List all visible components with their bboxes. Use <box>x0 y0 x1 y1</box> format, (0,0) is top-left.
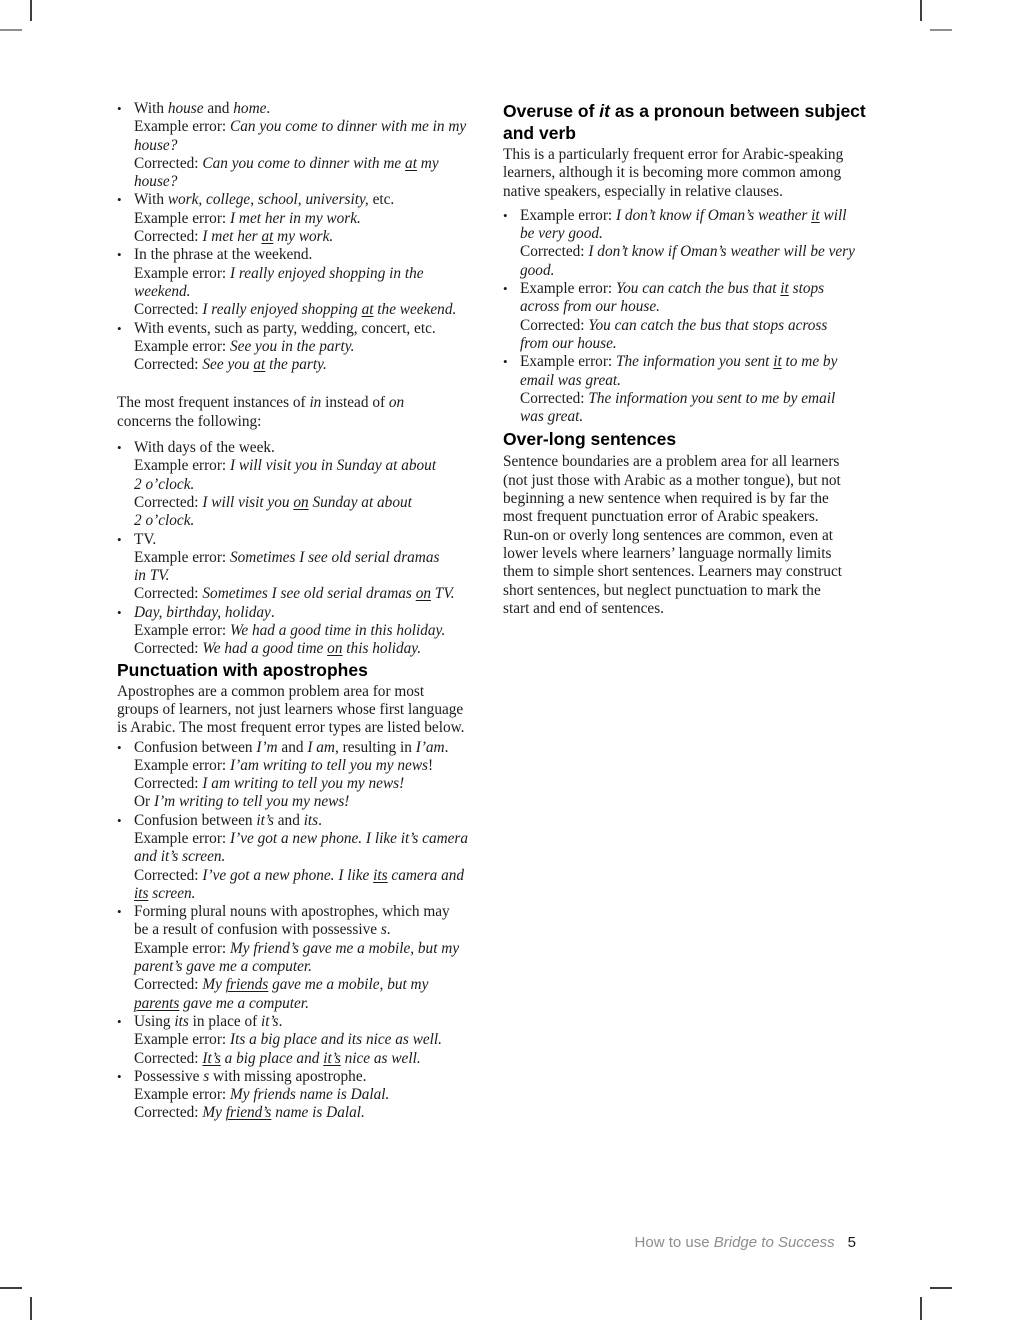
text-line: native speakers, especially in relative clauses. <box>503 182 783 200</box>
text-line: Confusion between it’s and its. <box>134 811 322 829</box>
text-line: Example error: I met her in my work. <box>134 209 361 227</box>
text-line: Example error: I don’t know if Oman’s weather it will <box>520 206 847 224</box>
text-line: parent’s gave me a computer. <box>134 958 313 976</box>
text-line: from our house. <box>520 334 617 352</box>
list-item <box>117 439 475 530</box>
text-line: in TV. <box>134 567 170 585</box>
text-line: With events, such as party, wedding, concert, etc. <box>134 319 436 337</box>
text-line: house? <box>134 136 178 154</box>
crop-mark-top-right-vertical <box>920 0 922 21</box>
text-line: Example error: I’am writing to tell you my news! <box>134 756 434 774</box>
bullet-marker: • <box>503 281 508 297</box>
list-item <box>117 739 475 812</box>
bullet-marker: • <box>117 440 122 456</box>
bullet-marker: • <box>503 207 508 223</box>
page-footer <box>0 1234 856 1252</box>
list-item-text <box>134 1013 442 1068</box>
text-line: Corrected: It’s a big place and it’s nice as well. <box>134 1049 421 1067</box>
text-line: With days of the week. <box>134 439 275 457</box>
text-line: groups of learners, not just learners whose first language <box>117 700 464 718</box>
bullet-marker: • <box>117 604 122 620</box>
text-line: Example error: We had a good time in this holiday. <box>134 622 446 640</box>
list-item <box>117 903 475 1013</box>
text-line: concerns the following: <box>117 412 262 430</box>
section-heading-punctuation: Punctuation with apostrophes <box>117 659 368 680</box>
text-line: Corrected: See you at the party. <box>134 356 327 374</box>
bullet-list-apostrophes <box>117 739 475 1123</box>
list-item-text <box>134 531 455 604</box>
crop-mark-bottom-left-vertical <box>30 1297 32 1320</box>
text-line: Corrected: I really enjoyed shopping at the weekend. <box>134 301 457 319</box>
bullet-marker: • <box>117 1068 122 1084</box>
text-line: Corrected: My friends gave me a mobile, but my <box>134 976 429 994</box>
text-line: was great. <box>520 408 584 426</box>
text-line: lower levels where learners’ language normally limits <box>503 544 832 562</box>
list-item <box>117 1068 475 1123</box>
text-line: Example error: Sometimes I see old serial dramas <box>134 548 440 566</box>
text-line: Confusion between I’m and I am, resulting in I’am. <box>134 738 449 756</box>
text-line: Corrected: You can catch the bus that stops across <box>520 316 828 334</box>
list-item <box>117 531 475 604</box>
text-line: Corrected: I’ve got a new phone. I like its camera and <box>134 866 465 884</box>
footer-book-title: Bridge to Success <box>713 1234 835 1251</box>
text-line: good. <box>520 261 555 279</box>
text-line: This is a particularly frequent error for Arabic-speaking <box>503 146 844 163</box>
page-number: 5 <box>847 1234 856 1251</box>
text-line: Corrected: The information you sent to me by email <box>520 389 836 407</box>
text-line: Example error: I’ve got a new phone. I like it’s camera <box>134 829 469 847</box>
section-heading-overlong: Over-long sentences <box>503 429 677 450</box>
list-item-text <box>134 246 456 319</box>
text-line: (not just those with Arabic as a mother tongue), but not <box>503 471 841 489</box>
text-line: Using its in place of it’s. <box>134 1012 283 1030</box>
text-line: Example error: My friends name is Dalal. <box>134 1086 390 1104</box>
list-item <box>117 191 475 246</box>
bullet-marker: • <box>117 531 122 547</box>
text-line: is Arabic. The most frequent error types are listed below. <box>117 719 465 737</box>
text-line: Run-on or overly long sentences are common, even at <box>503 526 834 544</box>
bullet-list-overuse <box>503 207 861 427</box>
text-line: parents gave me a computer. <box>134 994 309 1012</box>
text-line: Corrected: I don’t know if Oman’s weather will be very <box>520 243 855 261</box>
list-item <box>503 353 861 426</box>
list-item-text <box>520 207 855 280</box>
text-line: be a result of confusion with possessive s. <box>134 921 391 939</box>
text-line: Example error: I will visit you in Sunday at about <box>134 457 437 475</box>
crop-mark-bottom-right-vertical <box>920 1297 922 1320</box>
list-item-text <box>520 280 827 353</box>
list-item <box>117 1013 475 1068</box>
bullet-marker: • <box>117 904 122 920</box>
text-line: Or I’m writing to tell you my news! <box>134 793 350 811</box>
list-item-text <box>134 604 445 659</box>
section-heading-overuse <box>503 100 866 144</box>
text-line: Forming plural nouns with apostrophes, which may <box>134 903 450 921</box>
text-line: Corrected: Can you come to dinner with me at my <box>134 154 439 172</box>
text-line: Example error: Its a big place and its nice as well. <box>134 1031 443 1049</box>
list-item-text <box>134 191 394 246</box>
text-line: Corrected: Sometimes I see old serial dramas on TV. <box>134 585 455 603</box>
bullet-list-at-prepositions <box>117 100 475 374</box>
right-column <box>503 100 866 618</box>
list-item <box>117 812 475 903</box>
list-item-text <box>134 439 436 530</box>
bullet-marker: • <box>117 192 122 208</box>
text-line: them to simple short sentences. Learners may construct <box>503 563 842 581</box>
text-line: Example error: See you in the party. <box>134 337 355 355</box>
list-item-text <box>134 1068 389 1123</box>
text-line: house? <box>134 173 178 191</box>
text-line: across from our house. <box>520 298 660 316</box>
bullet-marker: • <box>117 320 122 336</box>
bullet-marker: • <box>117 247 122 263</box>
list-item-text <box>134 320 436 375</box>
bullet-marker: • <box>117 739 122 755</box>
text-line: Corrected: I am writing to tell you my news! <box>134 775 405 793</box>
text-line: 2 o’clock. <box>134 475 195 493</box>
text-line: and it’s screen. <box>134 848 226 866</box>
text-line: In the phrase at the weekend. <box>134 246 313 264</box>
bullet-marker: • <box>117 812 122 828</box>
bullet-marker: • <box>117 1013 122 1029</box>
crop-mark-top-right-horizontal <box>930 29 952 31</box>
text-line: Corrected: I will visit you on Sunday at about <box>134 493 412 511</box>
text-line: TV. <box>134 530 157 548</box>
text-line: Example error: The information you sent it to me by <box>520 353 838 371</box>
text-line: Corrected: I met her at my work. <box>134 228 334 246</box>
heading-line: and verb <box>503 123 576 143</box>
list-item <box>503 280 861 353</box>
crop-mark-top-left-horizontal <box>0 29 22 31</box>
text-line: Example error: My friend’s gave me a mobile, but my <box>134 939 460 957</box>
paragraph-overlong <box>503 453 861 618</box>
text-line: email was great. <box>520 371 621 389</box>
list-item-text <box>134 739 448 812</box>
text-line: With house and home. <box>134 100 271 117</box>
crop-mark-top-left-vertical <box>30 0 32 21</box>
list-item <box>117 246 475 319</box>
text-line: start and end of sentences. <box>503 599 664 617</box>
text-line: weekend. <box>134 282 191 300</box>
text-line: 2 o’clock. <box>134 512 195 530</box>
text-line: learners, although it is becoming more common among <box>503 164 842 182</box>
left-column <box>117 100 475 1123</box>
bullet-marker: • <box>503 354 508 370</box>
list-item-text <box>520 353 837 426</box>
text-line: With work, college, school, university, etc. <box>134 191 395 209</box>
text-line: its screen. <box>134 884 196 902</box>
list-item <box>117 100 475 191</box>
text-line: The most frequent instances of in instead of on <box>117 394 405 412</box>
text-line: Corrected: We had a good time on this holiday. <box>134 640 422 658</box>
heading-line: Overuse of it as a pronoun between subject <box>503 101 866 121</box>
bullet-marker: • <box>117 101 122 116</box>
text-line: Possessive s with missing apostrophe. <box>134 1067 367 1085</box>
list-item <box>117 604 475 659</box>
text-line: Apostrophes are a common problem area for most <box>117 682 425 700</box>
text-line: Sentence boundaries are a problem area for all learners <box>503 453 840 471</box>
paragraph-apostrophes-intro <box>117 683 475 738</box>
text-line: short sentences, but neglect punctuation to mark the <box>503 581 821 599</box>
text-line: Corrected: My friend’s name is Dalal. <box>134 1104 365 1122</box>
text-line: Example error: I really enjoyed shopping in the <box>134 264 424 282</box>
paragraph-overuse-intro <box>503 146 861 201</box>
text-line: beginning a new sentence when required is by far the <box>503 490 829 508</box>
footer-text: How to use <box>634 1234 714 1251</box>
bullet-list-in-on <box>117 439 475 659</box>
text-line: Day, birthday, holiday. <box>134 603 275 621</box>
list-item-text <box>134 903 459 1013</box>
crop-mark-bottom-left-horizontal <box>0 1287 22 1289</box>
list-item-text <box>134 812 468 903</box>
text-line: Example error: Can you come to dinner with me in my <box>134 118 467 136</box>
text-line: be very good. <box>520 225 603 243</box>
list-item <box>503 207 861 280</box>
paragraph-in-on-intro <box>117 394 475 431</box>
text-line: most frequent punctuation error of Arabic speakers. <box>503 508 819 526</box>
crop-mark-bottom-right-horizontal <box>930 1287 952 1289</box>
text-line: Example error: You can catch the bus that it stops <box>520 280 825 298</box>
list-item <box>117 320 475 375</box>
list-item-text <box>134 100 466 191</box>
